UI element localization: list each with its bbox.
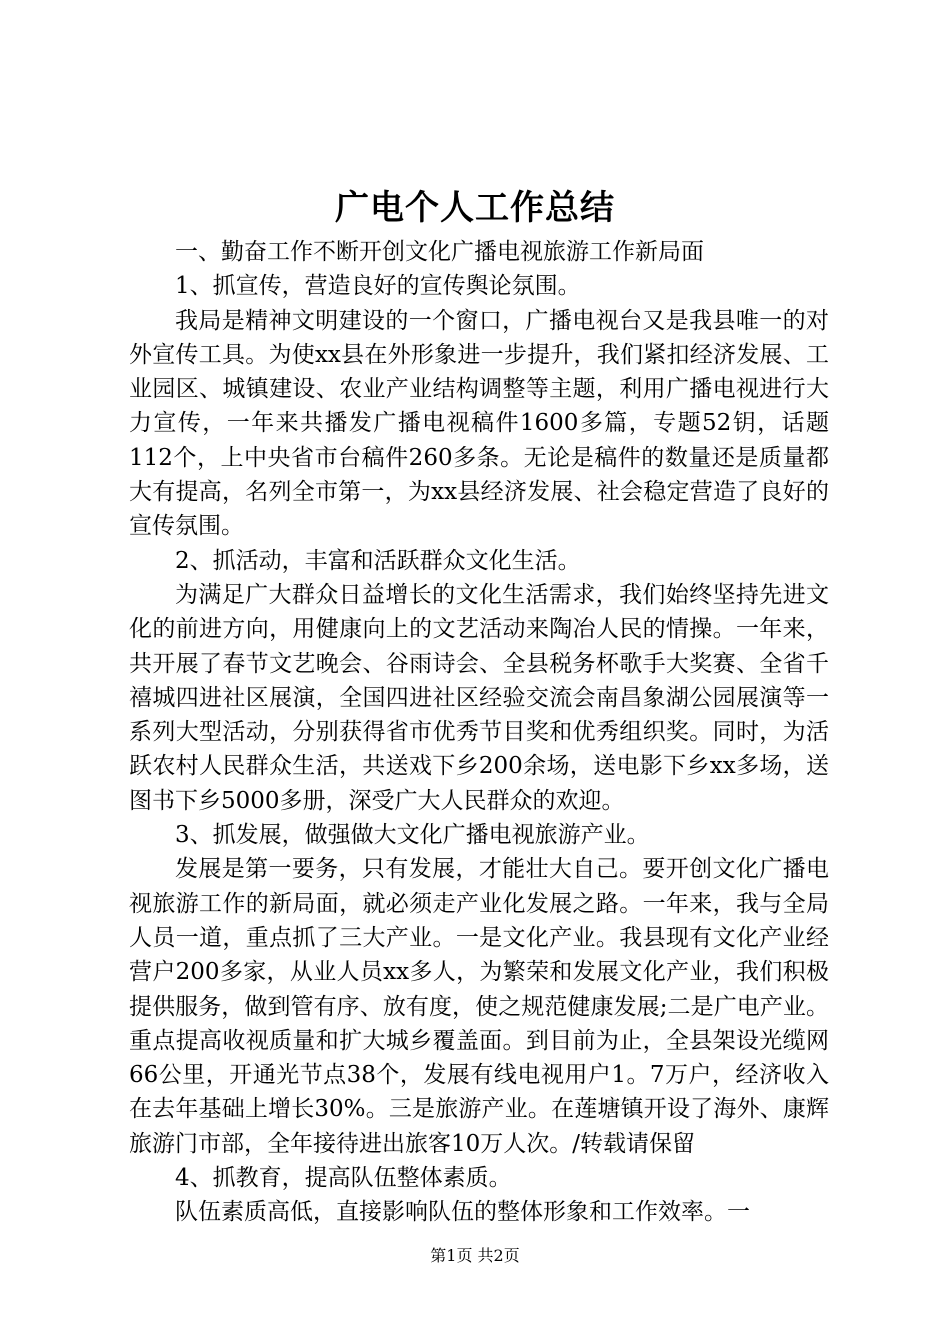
document-body xyxy=(129,235,829,1230)
page-number-footer: 第1页 共2页 xyxy=(430,1246,520,1265)
subsection-heading: 4、抓教育，提高队伍整体素质。 xyxy=(175,1165,512,1192)
body-paragraph: 发展是第一要务，只有发展，才能壮大自己。要开创文化广播电视旅游工作的新局面，就必须走产业化发展之路。一年来，我与全局人员一道，重点抓了三大产业。一是文化产业。我县现有文化产业经营户200多家，从业人员xx多人，为繁荣和发展文化产业，我们积极提供服务，做到管有序、放有度，使之规范健康发展;二是广电产业。重点提高收视质量和扩大城乡覆盖面。到目前为止，全县架设光缆网66公里，开通光节点38个，发展有线电视用户1。7万户，经济收入在去年基础上增长30%。三是旅游产业。在莲塘镇开设了海外、康辉旅游门市部，全年接待进出旅客10万人次。/转载请保留 xyxy=(129,856,829,1157)
document-title: 广电个人工作总结 xyxy=(335,188,615,228)
subsection-heading: 1、抓宣传，营造良好的宣传舆论氛围。 xyxy=(175,273,581,300)
body-paragraph: 我局是精神文明建设的一个窗口，广播电视台又是我县唯一的对外宣传工具。为使xx县在外形象进一步提升，我们紧扣经济发展、工业园区、城镇建设、农业产业结构调整等主题，利用广播电视进行大力宣传，一年来共播发广播电视稿件1600多篇，专题52钥，话题112个，上中央省市台稿件260多条。无论是稿件的数量还是质量都大有提高，名列全市第一，为xx县经济发展、社会稳定营造了良好的宣传氛围。 xyxy=(129,307,829,540)
body-paragraph: 为满足广大群众日益增长的文化生活需求，我们始终坚持先进文化的前进方向，用健康向上的文艺活动来陶冶人民的情操。一年来，共开展了春节文艺晚会、谷雨诗会、全县税务杯歌手大奖赛、全省千禧城四进社区展演，全国四进社区经验交流会南昌象湖公园展演等一系列大型活动，分别获得省市优秀节目奖和优秀组织奖。同时，为活跃农村人民群众生活，共送戏下乡200余场，送电影下乡xx多场，送图书下乡5000多册，深受广大人民群众的欢迎。 xyxy=(129,581,829,814)
subsection-heading: 3、抓发展，做强做大文化广播电视旅游产业。 xyxy=(175,822,650,849)
subsection-heading: 2、抓活动，丰富和活跃群众文化生活。 xyxy=(175,547,581,574)
body-paragraph: 队伍素质高低，直接影响队伍的整体形象和工作效率。一 xyxy=(175,1199,750,1226)
section-heading: 一、勤奋工作不断开创文化广播电视旅游工作新局面 xyxy=(175,239,704,265)
